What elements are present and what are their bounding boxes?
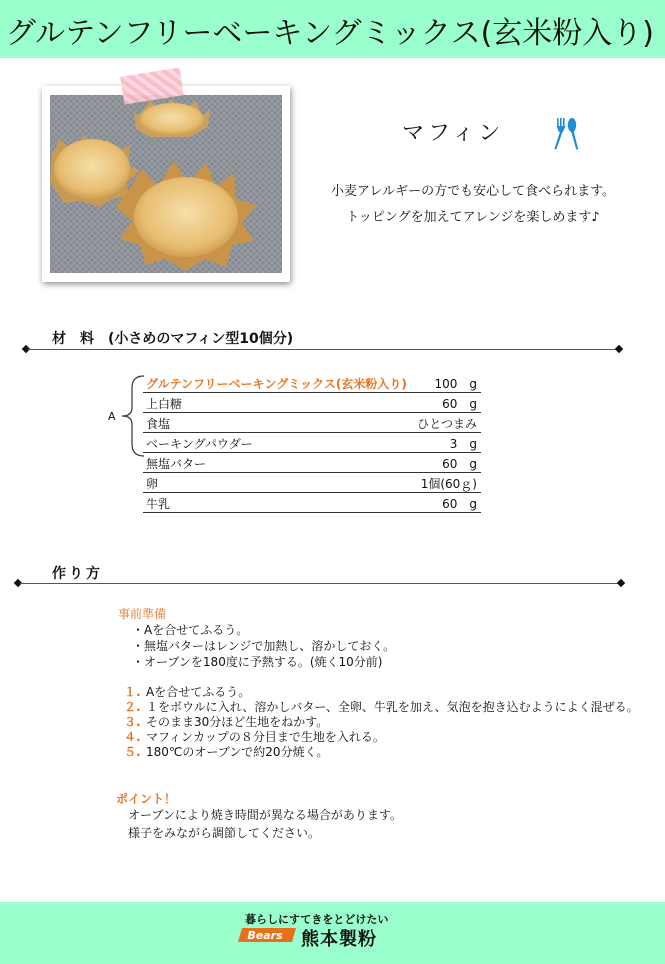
ingredients-title: 材 料 (小さめのマフィン型10個分) bbox=[52, 331, 294, 347]
ingredient-row bbox=[143, 473, 481, 493]
footer-tagline: 暮らしにすてきをとどけたい bbox=[245, 913, 389, 926]
step-text: そのまま30分ほど生地をねかす。 bbox=[146, 715, 329, 729]
ingredient-row bbox=[143, 493, 481, 513]
page-title: グルテンフリーベーキングミックス(玄米粉入り) bbox=[6, 16, 655, 51]
company-name: 熊本製粉 bbox=[301, 929, 377, 950]
ingredient-name: 食塩 bbox=[146, 417, 171, 431]
header-bar bbox=[0, 0, 665, 58]
ingredient-name: ベーキングパウダー bbox=[146, 437, 253, 451]
divider-end-right bbox=[617, 579, 625, 587]
step-number: ２. bbox=[124, 700, 141, 714]
step-text: １をボウルに入れ、溶かしバター、全卵、牛乳を加え、気泡を抱き込むようによく混ぜる。 bbox=[146, 700, 639, 714]
muffin-photo bbox=[50, 95, 282, 273]
prep-line: ・オーブンを180度に予熱する。(焼く10分前) bbox=[132, 655, 383, 669]
ingredient-amount: 60 g bbox=[442, 497, 477, 511]
ingredient-row bbox=[143, 433, 481, 453]
ingredient-row bbox=[143, 413, 481, 433]
ingredient-name: 上白糖 bbox=[146, 397, 183, 411]
step-text: Aを合せてふるう。 bbox=[146, 685, 251, 699]
step-text: マフィンカップの８分目まで生地を入れる。 bbox=[146, 730, 385, 744]
step-number: ３. bbox=[124, 715, 141, 729]
description-line-1: 小麦アレルギーの方でも安心して食べられます。 bbox=[330, 184, 616, 199]
ingredient-amount: 100 g bbox=[434, 377, 477, 391]
method-title: 作り方 bbox=[52, 566, 103, 582]
ingredient-name: 卵 bbox=[146, 477, 159, 491]
ingredient-row bbox=[143, 393, 481, 413]
ingredient-amount: 60 g bbox=[442, 397, 477, 411]
step-number: ４. bbox=[124, 730, 141, 744]
ingredient-amount: 1個(60ｇ) bbox=[420, 477, 477, 491]
step-text: 180℃のオーブンで約20分焼く。 bbox=[146, 745, 329, 759]
point-title: ポイント！ bbox=[116, 792, 177, 806]
ingredient-name: 無塩バター bbox=[146, 457, 207, 471]
ingredient-row bbox=[143, 373, 481, 393]
description-line-2: トッピングを加えてアレンジを楽しめます♪ bbox=[346, 210, 600, 225]
recipe-name: マフィン bbox=[402, 121, 505, 146]
ingredient-amount: 3 g bbox=[449, 437, 477, 451]
ingredients-divider bbox=[28, 349, 618, 350]
prep-line: ・無塩バターはレンジで加熱し、溶かしておく。 bbox=[132, 639, 396, 653]
ingredient-amount: ひとつまみ bbox=[417, 417, 477, 431]
bears-logo bbox=[238, 926, 298, 944]
step-number: ５. bbox=[124, 745, 141, 759]
prep-title: 事前準備 bbox=[118, 607, 167, 621]
point-line: オーブンにより焼き時間が異なる場合があります。 bbox=[128, 808, 402, 822]
point-line: 様子をみながら調節してください。 bbox=[128, 826, 321, 840]
method-divider bbox=[20, 583, 620, 584]
prep-line: ・Aを合せてふるう。 bbox=[132, 623, 249, 637]
step-number: １. bbox=[124, 685, 141, 699]
group-a-label: A bbox=[108, 410, 116, 423]
ingredient-row bbox=[143, 453, 481, 473]
ingredient-amount: 60 g bbox=[442, 457, 477, 471]
divider-end-right bbox=[615, 345, 623, 353]
ingredient-name: 牛乳 bbox=[146, 497, 171, 511]
logo-text: Bears bbox=[247, 929, 283, 942]
step-item bbox=[124, 743, 328, 760]
fork-spoon-icon bbox=[550, 116, 582, 152]
ingredient-name: グルテンフリーベーキングミックス(玄米粉入り) bbox=[146, 377, 407, 391]
muffin-photo-frame bbox=[42, 86, 290, 282]
